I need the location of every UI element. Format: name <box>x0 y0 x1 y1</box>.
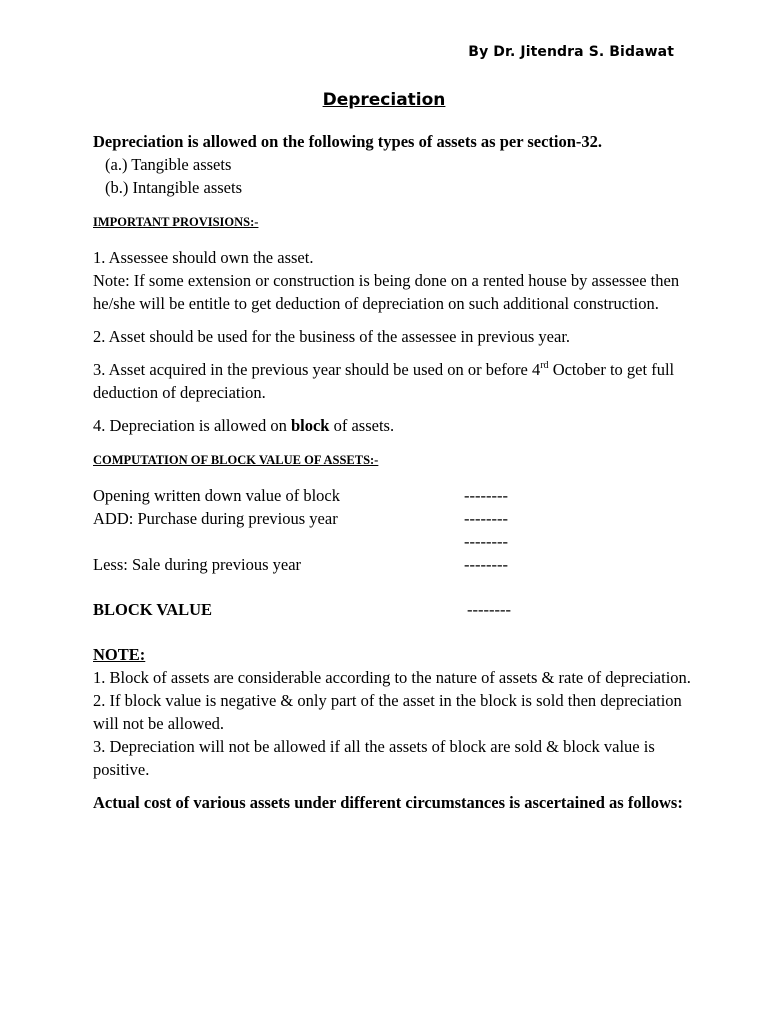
computation-row-label: ADD: Purchase during previous year <box>93 509 338 528</box>
block-value-value: -------- <box>467 600 511 619</box>
page-title: Depreciation <box>322 90 446 110</box>
computation-row-label: Opening written down value of block <box>93 486 340 505</box>
computation-row <box>93 507 693 530</box>
note-item-2: 2. If block value is negative & only part of the asset in the block is sold then depreciation will not be allowed. <box>93 691 682 733</box>
computation-heading: COMPUTATION OF BLOCK VALUE OF ASSETS:- <box>93 453 379 467</box>
provision-1: 1. Assessee should own the asset. <box>93 248 314 267</box>
author-byline: By Dr. Jitendra S. Bidawat <box>468 44 674 60</box>
closing-statement: Actual cost of various assets under different circumstances is ascertained as follows: <box>93 793 683 812</box>
provisions-heading: IMPORTANT PROVISIONS:- <box>93 215 259 229</box>
computation-row <box>93 530 693 553</box>
provision-4-bold: block <box>290 416 330 435</box>
block-value-label: BLOCK VALUE <box>93 600 213 619</box>
intro-statement: Depreciation is allowed on the following types of assets as per section-32. <box>93 132 603 151</box>
provision-4-text-b: of assets. <box>329 416 395 435</box>
note-item-1: 1. Block of assets are considerable according to the nature of assets & rate of depreciation. <box>93 668 691 687</box>
provision-1-note: Note: If some extension or construction is being done on a rented house by assessee then he/she will be entitle to get deduction of depreciation on such additional construction. <box>93 271 680 313</box>
provision-3 <box>93 358 693 404</box>
provision-2: 2. Asset should be used for the business of the assessee in previous year. <box>93 327 571 346</box>
computation-row-value: -------- <box>464 532 508 551</box>
computation-row <box>93 553 693 576</box>
provision-3-text-b: October to get full deduction of depreciation. <box>93 360 675 402</box>
asset-type-intangible: (b.) Intangible assets <box>105 178 243 197</box>
computation-row-label: Less: Sale during previous year <box>93 555 302 574</box>
computation-row-value: -------- <box>464 486 508 505</box>
block-value-row <box>93 598 693 621</box>
provision-4-text-a: 4. Depreciation is allowed on <box>93 416 291 435</box>
computation-row-value: -------- <box>464 555 508 574</box>
provision-3-superscript: rd <box>540 360 549 371</box>
note-item-3: 3. Depreciation will not be allowed if all the assets of block are sold & block value is positive. <box>93 737 655 779</box>
note-heading: NOTE: <box>93 645 146 664</box>
computation-row <box>93 484 693 507</box>
document-body <box>93 130 693 814</box>
asset-type-tangible: (a.) Tangible assets <box>105 155 232 174</box>
provision-4 <box>93 414 693 437</box>
provision-3-text-a: 3. Asset acquired in the previous year should be used on or before 4 <box>93 360 541 379</box>
computation-row-value: -------- <box>464 509 508 528</box>
